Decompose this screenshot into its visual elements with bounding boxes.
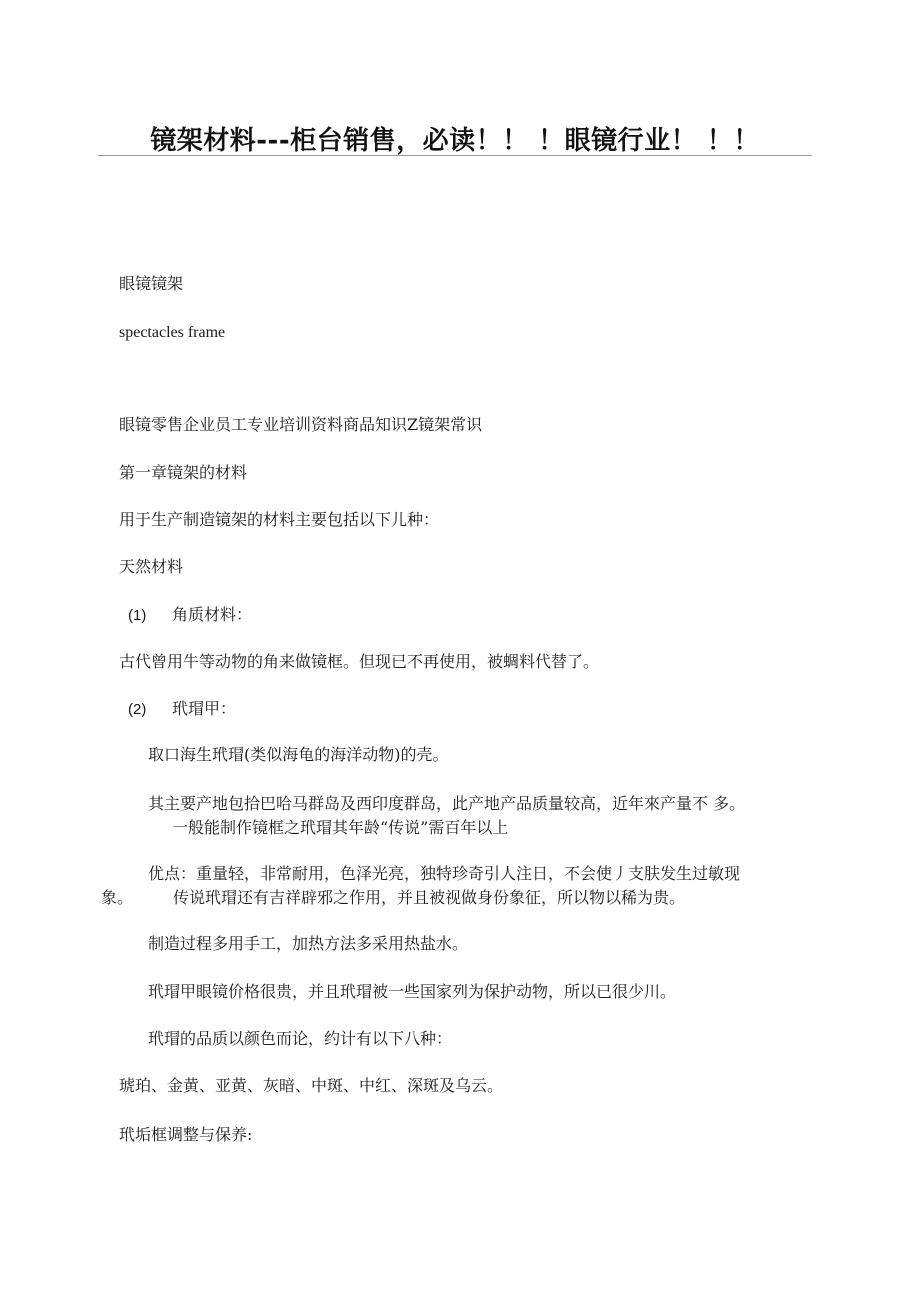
item-number: (2)	[128, 701, 147, 718]
paragraph-intro: 用于生产制造镜架的材料主要包括以下儿种：	[119, 510, 440, 529]
paragraph-training-source: 眼镜零售企业员工专业培训资料商品知识Z镜架常识	[119, 415, 483, 434]
text-fragment: 象。	[101, 888, 134, 907]
item-tortoiseshell	[128, 699, 236, 720]
item-number: (1)	[128, 607, 147, 624]
paragraph-manufacture: 制造过程多用手工，加热方法多采用热盐水。	[148, 934, 469, 953]
paragraph-colors: 琥珀、金黄、亚黄、灰暗、中斑、中红、深斑及乌云。	[119, 1076, 504, 1095]
paragraph-advantages-cont	[101, 888, 685, 908]
heading-english: spectacles frame	[119, 324, 226, 341]
heading-glasses-frame: 眼镜镜架	[119, 274, 184, 293]
paragraph-price: 玳瑁甲眼镜价格很贵，并且玳瑁被一些国家列为保护动物，所以已很少川。	[148, 982, 677, 1001]
paragraph-shell-source: 取口海生玳瑁(类似海龟的海洋动物)的壳。	[148, 745, 449, 764]
paragraph-advantages: 优点：重量轻，非常耐用，色泽光亮，独特珍奇引人注日，不会使丿支肤发生过敏现	[148, 864, 741, 883]
item-horn-material	[128, 605, 252, 626]
title-underline	[98, 155, 812, 156]
section-maintenance: 玳垢框调整与保养:	[119, 1125, 253, 1144]
paragraph-origin: 其主要产地包拾巴哈马群岛及西印度群岛，此产地产品质量较高，近年來产量不 多。	[148, 794, 746, 813]
section-natural-materials: 天然材料	[119, 557, 184, 576]
page-title: 镜架材料---柜台销售，必读！！ ！眼镜行业！ ！！	[150, 126, 760, 156]
item-label: 角质材料：	[172, 605, 253, 624]
paragraph-horn: 古代曾用牛等动物的角来做镜框。但现已不再使用，被蜩料代替了。	[119, 652, 600, 671]
paragraph-quality: 玳瑁的品质以颜色而论，约计有以下八种：	[148, 1029, 453, 1048]
text-fragment: 传说玳瑁还有吉祥辟邪之作用，并且被视做身份象征，所以物以稀为贵。	[173, 888, 686, 907]
paragraph-age: 一般能制作镜框之玳瑁其年龄“传说”需百年以上	[172, 818, 509, 837]
item-label: 玳瑁甲：	[172, 699, 237, 718]
chapter-heading: 第一章镜架的材料	[119, 463, 248, 482]
